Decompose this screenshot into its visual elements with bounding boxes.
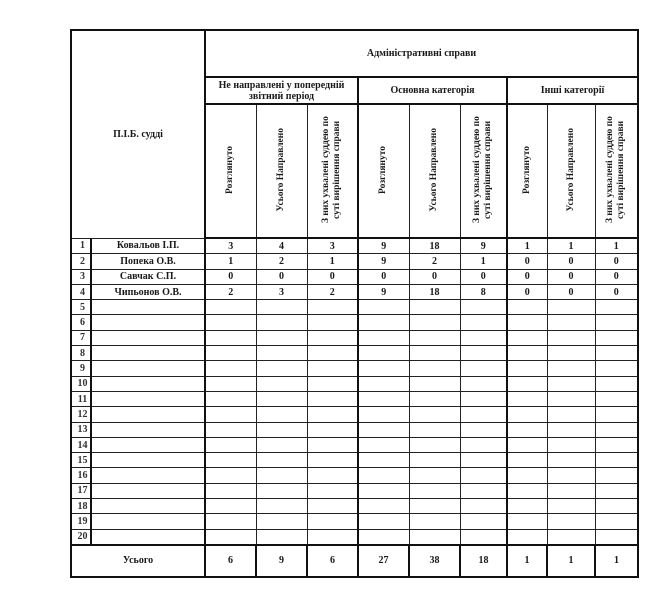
cell-total-sent (256, 407, 307, 422)
cell-total-sent (256, 330, 307, 345)
cell-total-sent: 0 (547, 269, 595, 284)
admin-cases-report-table (70, 29, 639, 578)
row-number: 1 (71, 238, 91, 254)
cell-considered (358, 376, 409, 391)
cell-considered: 0 (507, 254, 547, 269)
cell-considered (205, 361, 256, 376)
cell-considered (205, 514, 256, 529)
cell-decided-on-merits (307, 453, 358, 468)
cell-considered (205, 453, 256, 468)
cell-considered (358, 499, 409, 514)
cell-total-sent (547, 468, 595, 483)
row-number: 16 (71, 468, 91, 483)
cell-considered (507, 315, 547, 330)
column-header-label: Розглянуто (378, 145, 389, 194)
cell-decided-on-merits: 2 (307, 284, 358, 299)
cell-decided-on-merits (460, 468, 507, 483)
group-header-previous-period: Не направлені у попередній звітний період (205, 77, 358, 104)
cell-decided-on-merits: 3 (307, 238, 358, 254)
group-header-main-category: Основна категорія (358, 77, 507, 104)
cell-considered (358, 422, 409, 437)
cell-decided-on-merits (595, 407, 638, 422)
cell-decided-on-merits (307, 437, 358, 452)
cell-considered (205, 330, 256, 345)
cell-considered: 1 (507, 238, 547, 254)
total-considered: 6 (205, 545, 256, 577)
cell-total-sent (547, 346, 595, 361)
cell-considered (507, 437, 547, 452)
judge-name (91, 391, 205, 406)
cell-total-sent (547, 422, 595, 437)
cell-total-sent (409, 529, 460, 545)
row-number: 5 (71, 300, 91, 315)
column-header-considered (507, 104, 547, 238)
group-header-other-categories: Інші категорії (507, 77, 638, 104)
cell-decided-on-merits (460, 300, 507, 315)
row-number: 6 (71, 315, 91, 330)
cell-considered (358, 361, 409, 376)
table-row (71, 391, 638, 406)
cell-total-sent: 3 (256, 284, 307, 299)
table-row (71, 330, 638, 345)
cell-total-sent (256, 422, 307, 437)
cell-considered (205, 346, 256, 361)
row-number: 2 (71, 254, 91, 269)
cell-decided-on-merits (460, 391, 507, 406)
cell-decided-on-merits: 1 (307, 254, 358, 269)
cell-considered: 0 (358, 269, 409, 284)
cell-decided-on-merits (307, 514, 358, 529)
cell-total-sent (256, 468, 307, 483)
row-number: 17 (71, 483, 91, 498)
cell-considered (358, 514, 409, 529)
cell-total-sent: 4 (256, 238, 307, 254)
column-header-total-sent (256, 104, 307, 238)
cell-decided-on-merits (307, 361, 358, 376)
judge-name (91, 346, 205, 361)
cell-considered: 1 (205, 254, 256, 269)
judge-name (91, 407, 205, 422)
cell-considered (507, 346, 547, 361)
cell-total-sent: 0 (256, 269, 307, 284)
cell-total-sent (409, 468, 460, 483)
cell-considered (358, 330, 409, 345)
cell-total-sent (256, 376, 307, 391)
cell-total-sent (547, 361, 595, 376)
cell-decided-on-merits (595, 437, 638, 452)
cell-decided-on-merits (460, 330, 507, 345)
table-row (71, 514, 638, 529)
cell-considered (205, 468, 256, 483)
judge-name (91, 422, 205, 437)
cell-total-sent (409, 437, 460, 452)
column-header-label: З них ухвалені суддею по суті вирішення справи (472, 116, 494, 223)
cell-decided-on-merits (307, 422, 358, 437)
judge-name (91, 453, 205, 468)
row-number: 14 (71, 437, 91, 452)
cell-total-sent: 1 (547, 238, 595, 254)
cell-considered: 2 (205, 284, 256, 299)
cell-considered: 0 (507, 269, 547, 284)
column-header-label: Розглянуто (225, 145, 236, 194)
cell-total-sent (547, 437, 595, 452)
cell-considered: 0 (205, 269, 256, 284)
cell-total-sent (547, 499, 595, 514)
cell-decided-on-merits (595, 376, 638, 391)
cell-decided-on-merits (460, 361, 507, 376)
cell-decided-on-merits: 1 (460, 254, 507, 269)
cell-considered (358, 391, 409, 406)
cell-total-sent (256, 529, 307, 545)
table-row (71, 499, 638, 514)
total-decided-on-merits: 6 (307, 545, 358, 577)
cell-considered (507, 468, 547, 483)
cell-decided-on-merits (595, 499, 638, 514)
row-number: 7 (71, 330, 91, 345)
cell-considered (507, 499, 547, 514)
cell-decided-on-merits: 0 (595, 254, 638, 269)
cell-considered (358, 453, 409, 468)
cell-total-sent: 0 (409, 269, 460, 284)
cell-considered (205, 499, 256, 514)
total-total-sent: 1 (547, 545, 595, 577)
column-header-label: Усього Направлено (429, 127, 440, 212)
cell-total-sent (256, 483, 307, 498)
cell-decided-on-merits (595, 315, 638, 330)
cell-decided-on-merits: 8 (460, 284, 507, 299)
row-number: 15 (71, 453, 91, 468)
table-row (71, 483, 638, 498)
cell-considered (507, 514, 547, 529)
table-row (71, 453, 638, 468)
judge-name-header: П.І.Б. судді (71, 30, 205, 238)
cell-considered (358, 407, 409, 422)
cell-decided-on-merits (307, 499, 358, 514)
cell-total-sent (547, 453, 595, 468)
judge-name (91, 361, 205, 376)
table-row (71, 468, 638, 483)
cell-decided-on-merits (307, 376, 358, 391)
cell-decided-on-merits (307, 346, 358, 361)
total-decided-on-merits: 1 (595, 545, 638, 577)
cell-total-sent: 0 (547, 284, 595, 299)
table-row (71, 437, 638, 452)
cell-decided-on-merits (595, 391, 638, 406)
column-header-label: Усього Направлено (276, 127, 287, 212)
column-header-considered (358, 104, 409, 238)
cell-total-sent (547, 529, 595, 545)
cell-total-sent (409, 346, 460, 361)
cell-total-sent (256, 315, 307, 330)
judge-name: Попека О.В. (91, 254, 205, 269)
table-row (71, 269, 638, 284)
cell-decided-on-merits (307, 468, 358, 483)
row-number: 13 (71, 422, 91, 437)
judge-name (91, 315, 205, 330)
cell-total-sent (547, 391, 595, 406)
cell-decided-on-merits (307, 330, 358, 345)
cell-decided-on-merits (307, 391, 358, 406)
judge-name (91, 514, 205, 529)
column-header-decided-on-merits (307, 104, 358, 238)
table-row (71, 315, 638, 330)
cell-total-sent (547, 315, 595, 330)
cell-total-sent (409, 315, 460, 330)
cell-decided-on-merits (595, 422, 638, 437)
cell-total-sent (409, 391, 460, 406)
cell-total-sent (256, 453, 307, 468)
row-number: 18 (71, 499, 91, 514)
column-header-decided-on-merits (595, 104, 638, 238)
judge-name (91, 300, 205, 315)
cell-considered (358, 437, 409, 452)
cell-considered (205, 315, 256, 330)
cell-decided-on-merits (460, 315, 507, 330)
total-label: Усього (71, 545, 205, 577)
column-header-label: Розглянуто (521, 145, 532, 194)
judge-name (91, 376, 205, 391)
judge-name (91, 437, 205, 452)
cell-considered (205, 422, 256, 437)
row-number: 11 (71, 391, 91, 406)
cell-decided-on-merits: 9 (460, 238, 507, 254)
cell-decided-on-merits (595, 468, 638, 483)
cell-total-sent (547, 407, 595, 422)
cell-considered (507, 376, 547, 391)
cell-total-sent (409, 376, 460, 391)
cell-total-sent (256, 391, 307, 406)
row-number: 3 (71, 269, 91, 284)
cell-decided-on-merits (460, 422, 507, 437)
judge-name: Савчак С.П. (91, 269, 205, 284)
cell-total-sent (256, 361, 307, 376)
cell-decided-on-merits: 0 (460, 269, 507, 284)
judge-name (91, 529, 205, 545)
cell-decided-on-merits (460, 407, 507, 422)
cell-total-sent (547, 483, 595, 498)
cell-decided-on-merits (307, 483, 358, 498)
cell-decided-on-merits (595, 361, 638, 376)
cell-decided-on-merits (307, 300, 358, 315)
cell-decided-on-merits (460, 514, 507, 529)
cell-total-sent: 18 (409, 238, 460, 254)
judge-name (91, 483, 205, 498)
cell-total-sent (409, 300, 460, 315)
table-row (71, 238, 638, 254)
table-row (71, 254, 638, 269)
cell-total-sent (409, 483, 460, 498)
row-number: 19 (71, 514, 91, 529)
table-row (71, 284, 638, 299)
table-row (71, 422, 638, 437)
cell-total-sent (547, 376, 595, 391)
table-row (71, 376, 638, 391)
cell-considered (358, 468, 409, 483)
column-header-label: Усього Направлено (565, 127, 576, 212)
table-row (71, 407, 638, 422)
cell-considered (205, 300, 256, 315)
cell-considered (358, 346, 409, 361)
total-considered: 1 (507, 545, 547, 577)
table-row (71, 300, 638, 315)
column-header-total-sent (409, 104, 460, 238)
total-total-sent: 38 (409, 545, 460, 577)
row-number: 9 (71, 361, 91, 376)
cell-considered (507, 391, 547, 406)
cell-considered (205, 407, 256, 422)
cell-considered: 9 (358, 238, 409, 254)
cell-considered (507, 453, 547, 468)
cell-considered (507, 361, 547, 376)
cell-total-sent (256, 437, 307, 452)
column-header-total-sent (547, 104, 595, 238)
column-header-considered (205, 104, 256, 238)
section-title: Адміністративні справи (205, 30, 638, 77)
cell-considered (358, 300, 409, 315)
cell-total-sent: 18 (409, 284, 460, 299)
cell-considered: 3 (205, 238, 256, 254)
cell-decided-on-merits (460, 453, 507, 468)
cell-total-sent (256, 514, 307, 529)
row-number: 20 (71, 529, 91, 545)
cell-decided-on-merits: 1 (595, 238, 638, 254)
cell-considered (205, 483, 256, 498)
cell-considered: 9 (358, 284, 409, 299)
cell-decided-on-merits: 0 (595, 269, 638, 284)
cell-considered (507, 300, 547, 315)
cell-decided-on-merits (460, 437, 507, 452)
cell-considered (205, 376, 256, 391)
cell-total-sent (547, 514, 595, 529)
cell-total-sent (409, 407, 460, 422)
judge-name: Чипьонов О.В. (91, 284, 205, 299)
cell-decided-on-merits (595, 330, 638, 345)
cell-decided-on-merits (595, 483, 638, 498)
cell-decided-on-merits: 0 (595, 284, 638, 299)
cell-considered: 0 (507, 284, 547, 299)
cell-total-sent (256, 346, 307, 361)
cell-decided-on-merits (595, 346, 638, 361)
cell-decided-on-merits (460, 499, 507, 514)
cell-decided-on-merits (595, 529, 638, 545)
cell-total-sent (409, 514, 460, 529)
column-header-label: З них ухвалені суддею по суті вирішення справи (321, 116, 343, 223)
cell-total-sent (256, 499, 307, 514)
cell-total-sent: 2 (409, 254, 460, 269)
cell-considered (205, 391, 256, 406)
judge-name (91, 468, 205, 483)
cell-total-sent (547, 330, 595, 345)
total-total-sent: 9 (256, 545, 307, 577)
total-row (71, 545, 638, 577)
row-number: 4 (71, 284, 91, 299)
cell-decided-on-merits (595, 514, 638, 529)
cell-total-sent: 0 (547, 254, 595, 269)
row-number: 12 (71, 407, 91, 422)
cell-total-sent (547, 300, 595, 315)
cell-decided-on-merits (460, 483, 507, 498)
row-number: 10 (71, 376, 91, 391)
cell-decided-on-merits (595, 453, 638, 468)
cell-considered: 9 (358, 254, 409, 269)
cell-total-sent (409, 499, 460, 514)
cell-total-sent (409, 453, 460, 468)
cell-considered (358, 529, 409, 545)
judge-name (91, 499, 205, 514)
cell-considered (205, 437, 256, 452)
cell-considered (507, 422, 547, 437)
cell-decided-on-merits (460, 529, 507, 545)
column-header-decided-on-merits (460, 104, 507, 238)
cell-decided-on-merits (595, 300, 638, 315)
cell-decided-on-merits (307, 315, 358, 330)
cell-decided-on-merits (307, 407, 358, 422)
judge-name: Ковальов І.П. (91, 238, 205, 254)
row-number: 8 (71, 346, 91, 361)
cell-total-sent (409, 361, 460, 376)
cell-considered (507, 483, 547, 498)
table-row (71, 529, 638, 545)
cell-considered (205, 529, 256, 545)
cell-total-sent: 2 (256, 254, 307, 269)
judge-name (91, 330, 205, 345)
cell-considered (507, 529, 547, 545)
cell-considered (358, 315, 409, 330)
cell-total-sent (409, 330, 460, 345)
column-header-label: З них ухвалені суддею по суті вирішення справи (605, 116, 627, 223)
cell-decided-on-merits (460, 346, 507, 361)
total-decided-on-merits: 18 (460, 545, 507, 577)
total-considered: 27 (358, 545, 409, 577)
table-row (71, 346, 638, 361)
cell-considered (507, 407, 547, 422)
cell-decided-on-merits (460, 376, 507, 391)
cell-total-sent (256, 300, 307, 315)
cell-considered (358, 483, 409, 498)
cell-considered (507, 330, 547, 345)
table-row (71, 361, 638, 376)
cell-decided-on-merits (307, 529, 358, 545)
cell-total-sent (409, 422, 460, 437)
cell-decided-on-merits: 0 (307, 269, 358, 284)
